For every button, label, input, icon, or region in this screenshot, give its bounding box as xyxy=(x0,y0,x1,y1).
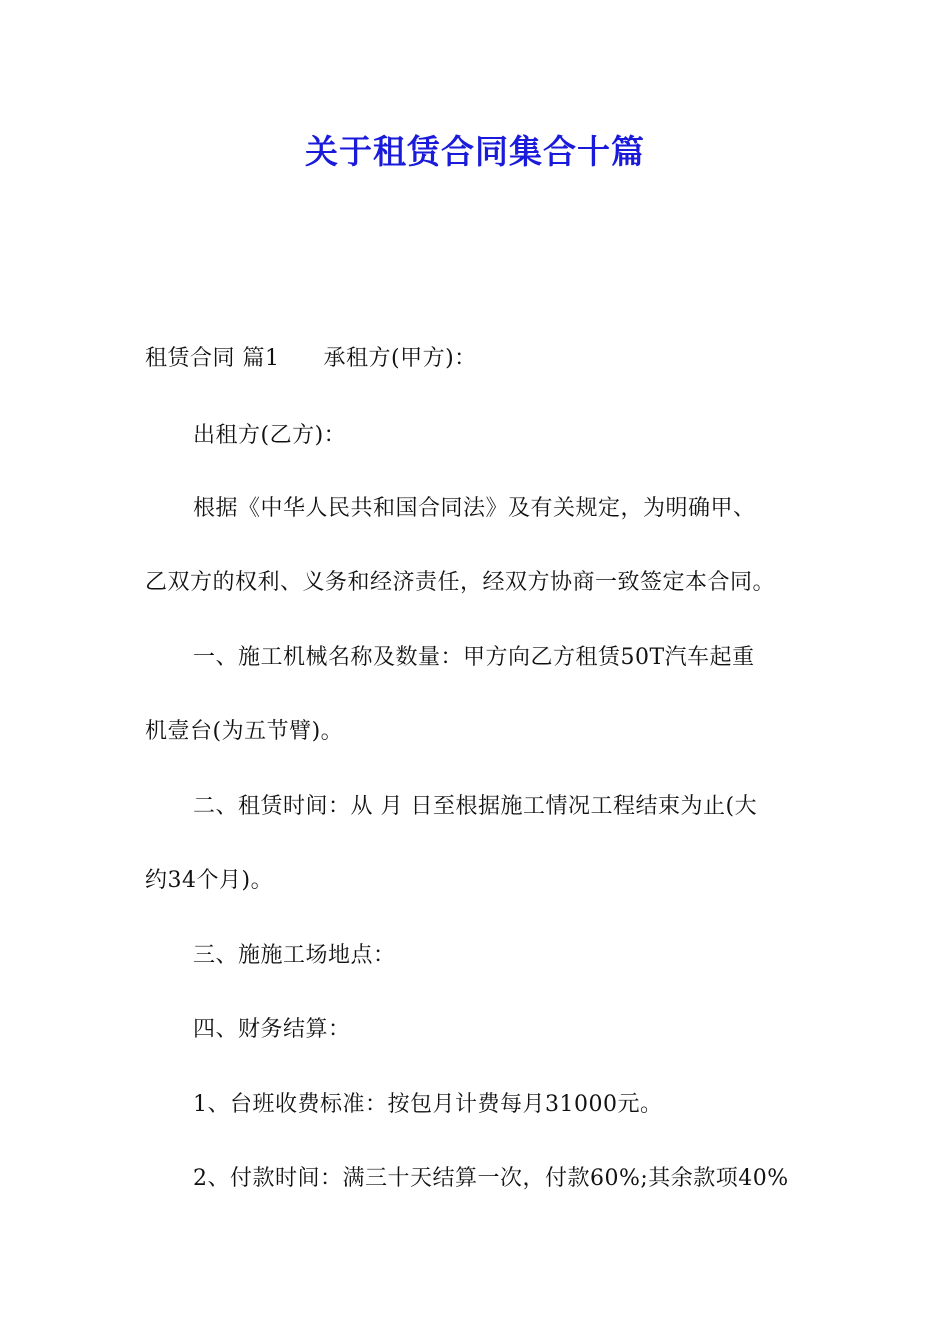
paragraph-line: 一、施工机械名称及数量：甲方向乙方租赁50T汽车起重 xyxy=(193,645,755,670)
paragraph-line: 1、台班收费标准：按包月计费每月31000元。 xyxy=(193,1092,663,1117)
paragraph-line: 出租方(乙方)： xyxy=(193,423,347,448)
paragraph-line: 二、租赁时间：从 月 日至根据施工情况工程结束为止(大 xyxy=(193,794,758,819)
paragraph-line: 根据《中华人民共和国合同法》及有关规定，为明确甲、 xyxy=(193,496,756,521)
section-heading-label: 租赁合同 篇1 xyxy=(145,346,280,371)
document-title: 关于租赁合同集合十篇 xyxy=(305,132,645,171)
paragraph-line: 四、财务结算： xyxy=(193,1017,351,1042)
paragraph-line: 机壹台(为五节臂)。 xyxy=(145,719,344,744)
section-heading xyxy=(145,344,477,374)
lessee-label: 承租方(甲方)： xyxy=(323,346,477,371)
paragraph-line: 约34个月)。 xyxy=(145,868,274,893)
paragraph-line: 三、施施工场地点： xyxy=(193,943,396,968)
paragraph-line: 2、付款时间：满三十天结算一次，付款60%;其余款项40% xyxy=(193,1166,789,1191)
paragraph-line: 乙双方的权利、义务和经济责任，经双方协商一致签定本合同。 xyxy=(145,570,776,595)
